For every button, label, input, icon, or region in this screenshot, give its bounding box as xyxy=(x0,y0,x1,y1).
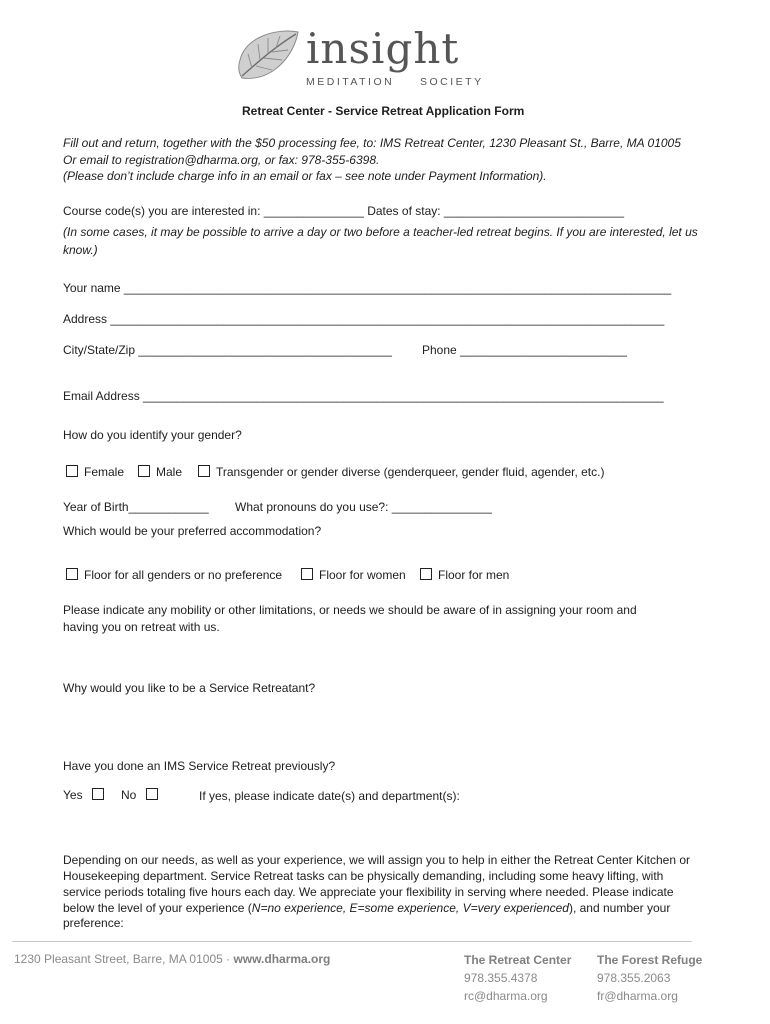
checkbox[interactable] xyxy=(92,788,104,800)
checkbox[interactable] xyxy=(66,465,78,477)
course-code-field[interactable]: Course code(s) you are interested in: _______________ Dates of stay: ___________________________ xyxy=(63,204,625,218)
arrive-note-line-2: know.) xyxy=(63,243,98,257)
checkbox[interactable] xyxy=(66,568,78,580)
logo-subtitle-left: MEDITATION xyxy=(306,76,395,88)
retreat-center-email[interactable]: rc@dharma.org xyxy=(464,989,548,1003)
logo xyxy=(232,22,482,92)
accommodation-option-all-genders[interactable]: Floor for all genders or no preference xyxy=(66,568,282,582)
accommodation-option-women[interactable]: Floor for women xyxy=(301,568,406,582)
mobility-question-line-1: Please indicate any mobility or other limitations, or needs we should be aware of in assigning your room and xyxy=(63,603,637,617)
accommodation-question: Which would be your preferred accommodation? xyxy=(63,524,322,538)
checkbox[interactable] xyxy=(198,465,210,477)
logo-subtitle-right: SOCIETY xyxy=(420,76,484,88)
why-question: Why would you like to be a Service Retreatant? xyxy=(63,681,316,695)
checkbox[interactable] xyxy=(420,568,432,580)
phone-field[interactable]: Phone _________________________ xyxy=(422,343,627,357)
retreat-center-title: The Retreat Center xyxy=(464,953,572,967)
year-of-birth-field[interactable]: Year of Birth____________ xyxy=(63,500,209,514)
previous-yes-option[interactable]: Yes xyxy=(63,788,110,802)
previous-retreat-question: Have you done an IMS Service Retreat previously? xyxy=(63,759,336,773)
checkbox[interactable] xyxy=(146,788,158,800)
email-field[interactable]: Email Address ______________________________________________________________________________ xyxy=(63,389,664,403)
footer-address: 1230 Pleasant Street, Barre, MA 01005 · www.dharma.org xyxy=(14,952,331,966)
intro-line-1: Fill out and return, together with the $50 processing fee, to: IMS Retreat Center, 1230 Pleasant St., Barre, MA 01005 xyxy=(63,136,681,150)
forest-refuge-title: The Forest Refuge xyxy=(597,953,703,967)
form-title: Retreat Center - Service Retreat Application Form xyxy=(242,104,525,118)
logo-wordmark: insight xyxy=(306,24,460,73)
forest-refuge-phone: 978.355.2063 xyxy=(597,971,671,985)
retreat-center-phone: 978.355.4378 xyxy=(464,971,538,985)
checkbox[interactable] xyxy=(301,568,313,580)
intro-line-3: (Please don’t include charge info in an email or fax – see note under Payment Information). xyxy=(63,169,547,183)
gender-option-male[interactable]: Male xyxy=(138,465,182,479)
footer-website-link[interactable]: www.dharma.org xyxy=(233,952,331,966)
address-field[interactable]: Address ___________________________________________________________________________________ xyxy=(63,312,665,326)
experience-legend: N=no experience, E=some experience, V=very experienced xyxy=(251,901,569,915)
checkbox[interactable] xyxy=(138,465,150,477)
gender-question: How do you identify your gender? xyxy=(63,428,242,442)
gender-option-transgender[interactable]: Transgender or gender diverse (genderqueer, gender fluid, agender, etc.) xyxy=(198,465,604,479)
arrive-note-line-1: (In some cases, it may be possible to arrive a day or two before a teacher-led retreat begins. If you are interested, let us xyxy=(63,225,698,239)
forest-refuge-email[interactable]: fr@dharma.org xyxy=(597,989,678,1003)
city-state-zip-field[interactable]: City/State/Zip ______________________________________ xyxy=(63,343,392,357)
pronouns-field[interactable]: What pronouns do you use?: _______________ xyxy=(235,500,492,514)
experience-paragraph-line-4: below the level of your experience (N=no experience, E=some experience, V=very experienced), and number your xyxy=(63,901,671,915)
footer-divider xyxy=(12,941,692,942)
leaf-icon xyxy=(232,26,304,90)
intro-line-2: Or email to registration@dharma.org, or fax: 978-355-6398. xyxy=(63,153,380,167)
if-yes-prompt: If yes, please indicate date(s) and department(s): xyxy=(199,789,460,803)
accommodation-option-men[interactable]: Floor for men xyxy=(420,568,509,582)
experience-paragraph-line-5: preference: xyxy=(63,916,124,930)
previous-no-option[interactable]: No xyxy=(121,788,164,802)
footer-retreat-center xyxy=(464,951,571,1005)
gender-option-female[interactable]: Female xyxy=(66,465,124,479)
footer-forest-refuge xyxy=(597,951,702,1005)
experience-paragraph-line-3: service periods totaling five hours each day. We appreciate your flexibility in serving where needed. Please indicate xyxy=(63,885,674,899)
experience-paragraph-line-2: Housekeeping department. Service Retreat tasks can be physically demanding, including some heavy lifting, with xyxy=(63,869,664,883)
mobility-question-line-2: having you on retreat with us. xyxy=(63,620,220,634)
name-field[interactable]: Your name __________________________________________________________________________________ xyxy=(63,281,672,295)
experience-paragraph-line-1: Depending on our needs, as well as your experience, we will assign you to help in either the Retreat Center Kitchen or xyxy=(63,853,691,867)
